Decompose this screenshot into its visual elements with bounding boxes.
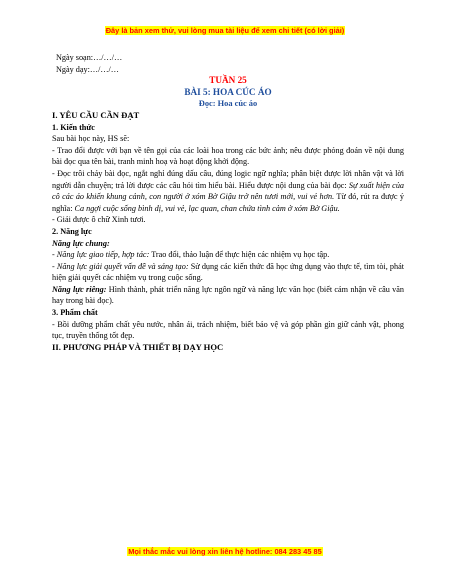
knowledge-item-1: - Trao đổi được với bạn về tên gọi của các loài hoa trong các bức ảnh; nêu được phỏng đoán về nội dung bài đọc qua tên bài, tranh minh hoạ và hoạt động khởi động. [52, 145, 404, 167]
competence-item-2: - Năng lực giải quyết vấn đề và sáng tạo: Sử dụng các kiến thức đã học ứng dụng vào thực tế, tìm tòi, phát hiện giải quyết các nhiệm vụ trong cuộc sống. [52, 261, 404, 283]
week-title: TUẦN 25 [209, 75, 247, 86]
knowledge-item-3: - Giải được ô chữ Xinh tươi. [52, 215, 146, 225]
preview-notice-banner [0, 26, 450, 35]
specific-competence: Năng lực riêng: Hình thành, phát triển năng lực ngôn ngữ và năng lực văn học (biết cảm nhận về câu văn hay trong bài đọc). [52, 284, 405, 306]
date-taught: Ngày dạy:…/…/… [56, 64, 119, 74]
general-competence-heading: Năng lực chung: [52, 238, 110, 248]
hotline-text: Mọi thắc mắc vui lòng xin liên hệ hotline: 084 283 45 85 [128, 547, 322, 556]
hotline-banner [0, 547, 450, 556]
section-methods-heading: II. PHƯƠNG PHÁP VÀ THIẾT BỊ DẠY HỌC [52, 341, 224, 352]
document-body [52, 52, 404, 353]
lesson-title: BÀI 5: HOA CÚC ÁO [184, 86, 272, 97]
quality-heading: 3. Phẩm chất [52, 308, 98, 318]
competence-heading: 2. Năng lực [52, 226, 92, 236]
competence-item-1: - Năng lực giao tiếp, hợp tác: Trao đổi, thảo luận để thực hiện các nhiệm vụ học tập. [52, 250, 330, 260]
quality-item: - Bồi dưỡng phẩm chất yêu nước, nhân ái, trách nhiệm, biết bảo vệ và góp phần gìn giữ cảnh vật, phong tục, truyền thống tốt đẹp. [52, 319, 404, 341]
section-objectives-heading: I. YÊU CẦU CẦN ĐẠT [52, 109, 140, 120]
knowledge-intro: Sau bài học này, HS sẽ: [52, 134, 130, 144]
knowledge-item-2: - Đọc trôi chảy bài đọc, ngắt nghỉ đúng dấu câu, đúng logic ngữ nghĩa; phân biệt được lời nhân vật và lời người dẫn chuyện; trả lời được các câu hỏi tìm hiểu bài. Hiểu được nội dung của bài đọc: Sự xuất hiện của cô các áo khiến khung cảnh, con người ở xóm Bờ Giậu trở nên tươi mới, vui vẻ hơn. Từ đó, rút ra được ý nghĩa: Ca ngợi cuộc sống bình dị, vui vẻ, lạc quan, chan chứa tình cảm ở xóm Bờ Giậu. [52, 168, 405, 213]
reading-title: Đọc: Hoa cúc áo [198, 99, 258, 109]
knowledge-heading: 1. Kiến thức [52, 122, 95, 132]
date-prepared: Ngày soạn:…/…/… [56, 53, 123, 62]
preview-notice-text: Đây là bản xem thử, vui lòng mua tài liệu để xem chi tiết (có lời giải) [105, 26, 345, 35]
